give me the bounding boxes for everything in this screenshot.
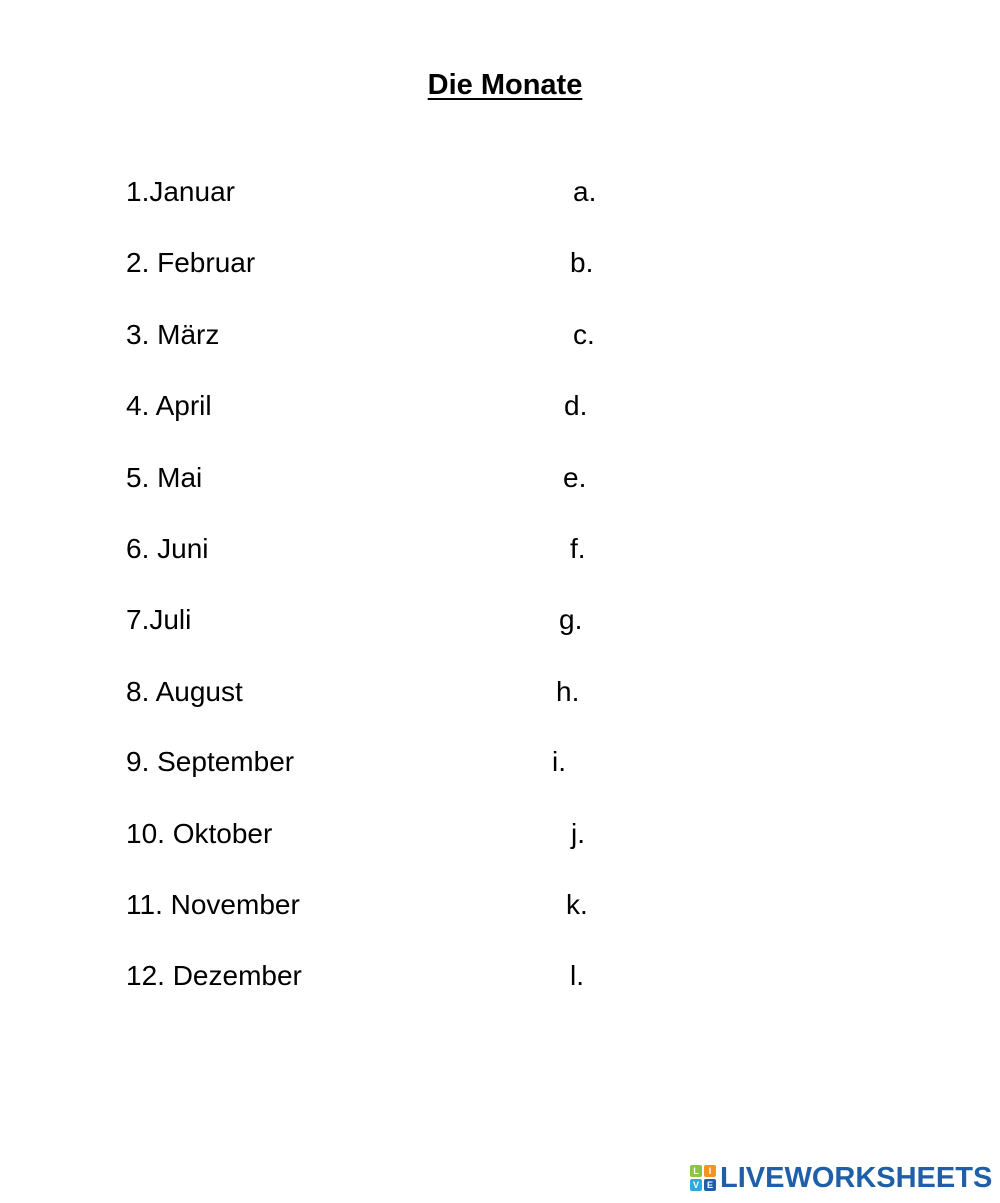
answer-letter-g: g.	[559, 604, 583, 635]
page-title: Die Monate	[427, 69, 583, 101]
logo-text: LIVEWORKSHEETS	[720, 1162, 993, 1194]
answer-letter-i: i.	[552, 746, 566, 777]
month-item-5: 5. Mai	[126, 462, 203, 493]
answer-letter-h: h.	[556, 676, 580, 707]
answer-letter-c: c.	[573, 319, 595, 350]
logo-tile-i: I	[704, 1165, 716, 1177]
answer-letter-e: e.	[563, 462, 587, 493]
answer-letter-a: a.	[573, 176, 597, 207]
liveworksheets-logo	[690, 1162, 992, 1194]
month-item-4: 4. April	[126, 390, 212, 421]
answer-letter-f: f.	[570, 533, 586, 564]
logo-grid-icon	[690, 1165, 716, 1191]
answer-letter-d: d.	[564, 390, 588, 421]
month-item-2: 2. Februar	[126, 247, 256, 278]
month-item-11: 11. November	[126, 889, 300, 920]
answer-letter-j: j.	[571, 818, 585, 849]
logo-tile-l: L	[690, 1165, 702, 1177]
answer-letter-k: k.	[566, 889, 588, 920]
month-item-8: 8. August	[126, 676, 243, 707]
answer-letter-l: l.	[570, 960, 584, 991]
month-item-12: 12. Dezember	[126, 960, 302, 991]
month-item-6: 6. Juni	[126, 533, 209, 564]
logo-tile-e: E	[704, 1179, 716, 1191]
month-item-9: 9. September	[126, 746, 295, 777]
month-item-10: 10. Oktober	[126, 818, 273, 849]
month-item-7: 7.Juli	[126, 604, 192, 635]
logo-tile-v: V	[690, 1179, 702, 1191]
month-item-1: 1.Januar	[126, 176, 235, 207]
answer-letter-b: b.	[570, 247, 594, 278]
month-item-3: 3. März	[126, 319, 220, 350]
